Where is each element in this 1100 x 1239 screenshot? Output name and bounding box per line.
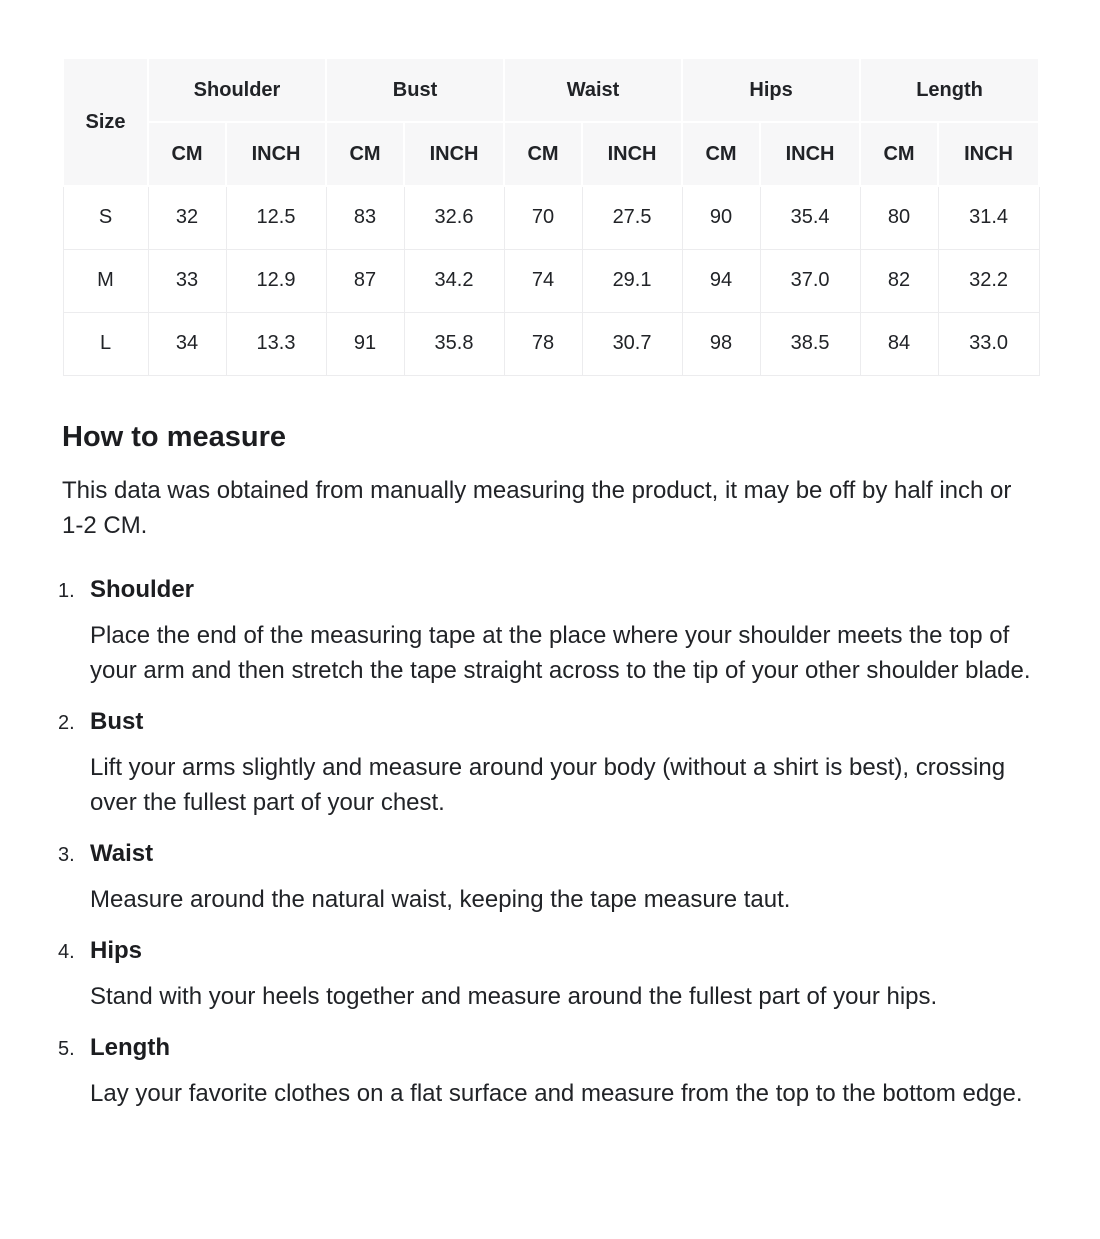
step-heading — [58, 933, 1038, 970]
step-number: 3. — [58, 843, 75, 866]
unit-header-inch: INCH — [760, 122, 860, 186]
table-cell: 84 — [860, 312, 938, 375]
row-size-label: S — [63, 186, 148, 249]
list-item-waist — [58, 836, 1038, 917]
table-row-l — [63, 312, 1039, 375]
table-cell: 87 — [326, 249, 404, 312]
step-description: Lift your arms slightly and measure around your body (without a shirt is best), crossing over the fullest part of your chest. — [90, 753, 1006, 816]
list-item-hips — [58, 933, 1038, 1014]
table-cell: 30.7 — [582, 312, 682, 375]
table-cell: 35.4 — [760, 186, 860, 249]
column-header-size: Size — [63, 58, 148, 186]
table-row-s — [63, 186, 1039, 249]
group-header-waist: Waist — [504, 58, 682, 122]
table-cell: 29.1 — [582, 249, 682, 312]
size-chart-table — [62, 57, 1040, 376]
step-description: Lay your favorite clothes on a flat surface and measure from the top to the bottom edge. — [90, 1079, 1023, 1107]
step-term: Hips — [90, 936, 143, 964]
step-number: 2. — [58, 711, 75, 734]
table-cell: 82 — [860, 249, 938, 312]
unit-header-cm: CM — [682, 122, 760, 186]
table-cell: 13.3 — [226, 312, 326, 375]
list-item-length — [58, 1030, 1038, 1111]
unit-header-inch: INCH — [938, 122, 1039, 186]
table-cell: 32 — [148, 186, 226, 249]
measure-steps-list — [58, 572, 1038, 1111]
table-cell: 34 — [148, 312, 226, 375]
group-header-hips: Hips — [682, 58, 860, 122]
table-cell: 90 — [682, 186, 760, 249]
step-heading — [58, 1030, 1038, 1067]
step-number: 5. — [58, 1037, 75, 1060]
how-to-measure-title: How to measure — [62, 420, 286, 453]
step-term: Bust — [90, 707, 144, 735]
table-cell: 38.5 — [760, 312, 860, 375]
table-cell: 37.0 — [760, 249, 860, 312]
step-heading — [58, 836, 1038, 873]
table-cell: 74 — [504, 249, 582, 312]
size-chart-body — [63, 186, 1039, 375]
table-cell: 32.6 — [404, 186, 504, 249]
step-number: 4. — [58, 940, 75, 963]
unit-header-cm: CM — [860, 122, 938, 186]
table-cell: 83 — [326, 186, 404, 249]
table-cell: 35.8 — [404, 312, 504, 375]
size-chart-header — [63, 58, 1039, 186]
unit-header-cm: CM — [326, 122, 404, 186]
step-term: Waist — [90, 839, 154, 867]
table-cell: 32.2 — [938, 249, 1039, 312]
step-description: Measure around the natural waist, keeping the tape measure taut. — [90, 885, 791, 913]
table-cell: 98 — [682, 312, 760, 375]
table-cell: 91 — [326, 312, 404, 375]
table-cell: 70 — [504, 186, 582, 249]
list-item-shoulder — [58, 572, 1038, 688]
group-header-row — [63, 58, 1039, 122]
unit-header-inch: INCH — [582, 122, 682, 186]
table-cell: 33 — [148, 249, 226, 312]
table-cell: 12.9 — [226, 249, 326, 312]
step-description: Stand with your heels together and measure around the fullest part of your hips. — [90, 982, 938, 1010]
group-header-length: Length — [860, 58, 1039, 122]
list-item-bust — [58, 704, 1038, 820]
table-cell: 27.5 — [582, 186, 682, 249]
unit-header-row — [63, 122, 1039, 186]
unit-header-cm: CM — [504, 122, 582, 186]
table-cell: 94 — [682, 249, 760, 312]
row-size-label: M — [63, 249, 148, 312]
group-header-bust: Bust — [326, 58, 504, 122]
unit-header-cm: CM — [148, 122, 226, 186]
table-cell: 31.4 — [938, 186, 1039, 249]
step-term: Length — [90, 1033, 170, 1061]
table-cell: 33.0 — [938, 312, 1039, 375]
table-cell: 78 — [504, 312, 582, 375]
group-header-shoulder: Shoulder — [148, 58, 326, 122]
step-number: 1. — [58, 579, 75, 602]
table-cell: 12.5 — [226, 186, 326, 249]
step-heading — [58, 572, 1038, 609]
table-cell: 34.2 — [404, 249, 504, 312]
how-to-measure-intro: This data was obtained from manually measuring the product, it may be off by half inch or 1-2 CM. — [62, 476, 1012, 539]
step-description: Place the end of the measuring tape at the place where your shoulder meets the top of your arm and then stretch the tape straight across to the tip of your other shoulder blade. — [90, 621, 1031, 684]
row-size-label: L — [63, 312, 148, 375]
step-heading — [58, 704, 1038, 741]
step-term: Shoulder — [90, 575, 195, 603]
unit-header-inch: INCH — [404, 122, 504, 186]
table-row-m — [63, 249, 1039, 312]
table-cell: 80 — [860, 186, 938, 249]
unit-header-inch: INCH — [226, 122, 326, 186]
